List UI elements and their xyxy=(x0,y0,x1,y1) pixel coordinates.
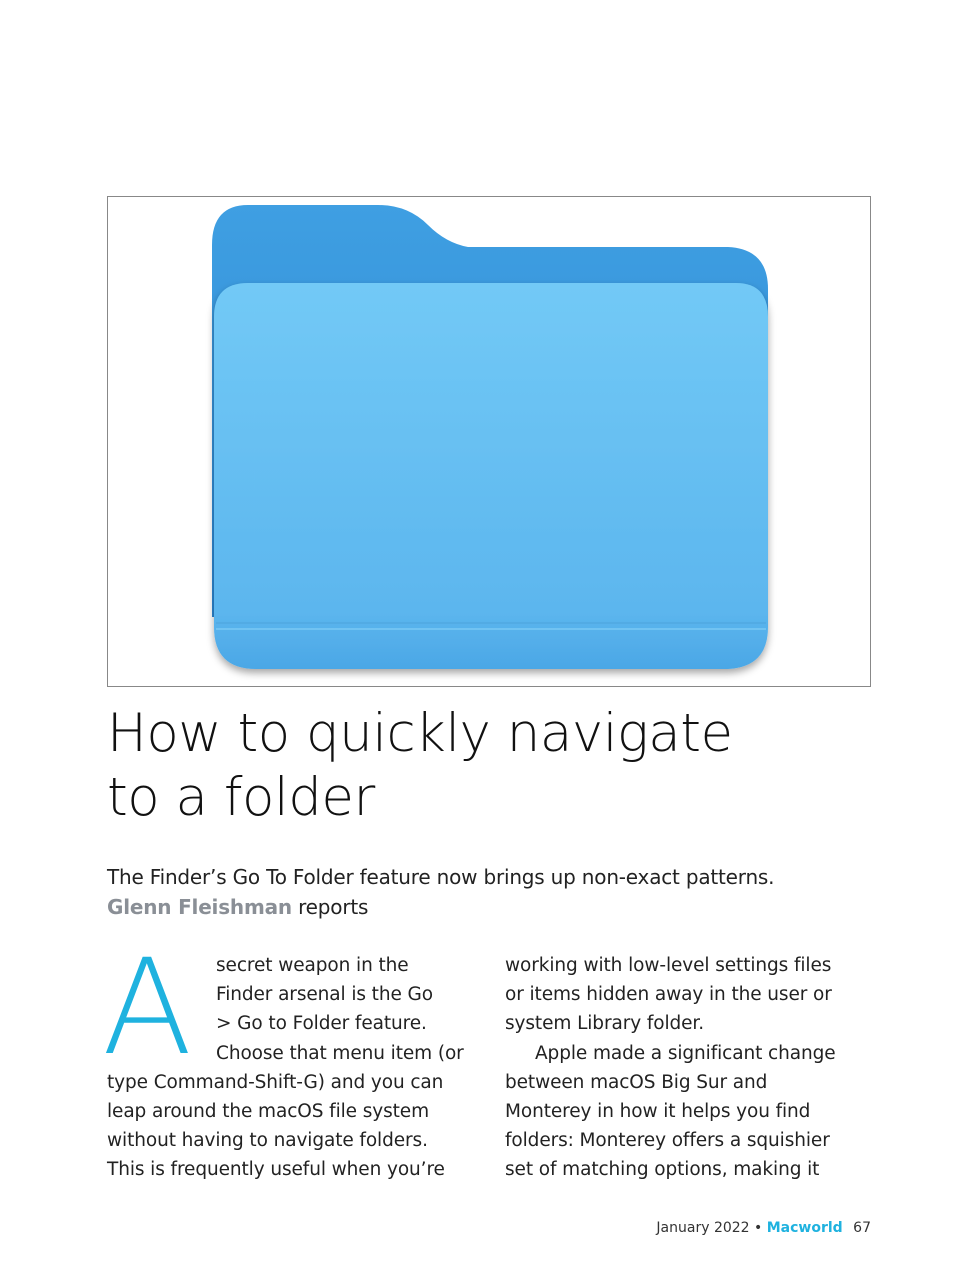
deck-suffix: reports xyxy=(291,895,369,919)
body-line: Choose that menu item (or xyxy=(216,1042,464,1064)
author-name: Glenn Fleishman xyxy=(107,895,292,919)
page-footer xyxy=(656,1220,871,1236)
body-line: secret weapon in the xyxy=(216,955,409,976)
drop-cap: A xyxy=(102,931,193,1085)
body-line: system Library folder. xyxy=(505,1013,705,1035)
body-line: leap around the macOS file system xyxy=(107,1101,430,1123)
body-column-right xyxy=(505,951,875,1185)
footer-date: January 2022 • xyxy=(656,1220,763,1236)
folder-icon xyxy=(108,197,871,687)
body-line: or items hidden away in the user or xyxy=(505,984,832,1006)
body-line: folders: Monterey offers a squishier xyxy=(505,1130,830,1152)
body-column-left xyxy=(107,951,477,1185)
body-line: Apple made a significant change xyxy=(535,1042,836,1064)
body-line: Finder arsenal is the Go xyxy=(216,984,433,1006)
body-line: type Command-Shift-G) and you can xyxy=(107,1071,444,1093)
article-deck xyxy=(107,862,887,922)
page-number: 67 xyxy=(853,1220,871,1236)
hero-image xyxy=(107,196,871,687)
headline-line-1: How to quickly navigate xyxy=(107,703,733,764)
body-line: This is frequently useful when you’re xyxy=(107,1159,445,1181)
body-line: Monterey in how it helps you find xyxy=(505,1101,811,1123)
headline-line-2: to a folder xyxy=(107,767,375,828)
body-line: set of matching options, making it xyxy=(505,1159,820,1181)
body-line: without having to navigate folders. xyxy=(107,1130,428,1152)
body-line: working with low-level settings files xyxy=(505,955,832,976)
deck-text: The Finder’s Go To Folder feature now brings up non-exact patterns. xyxy=(107,865,775,889)
body-line: > Go to Folder feature. xyxy=(216,1013,427,1035)
footer-brand: Macworld xyxy=(766,1220,843,1236)
body-line: between macOS Big Sur and xyxy=(505,1071,768,1093)
article-headline xyxy=(107,702,887,830)
